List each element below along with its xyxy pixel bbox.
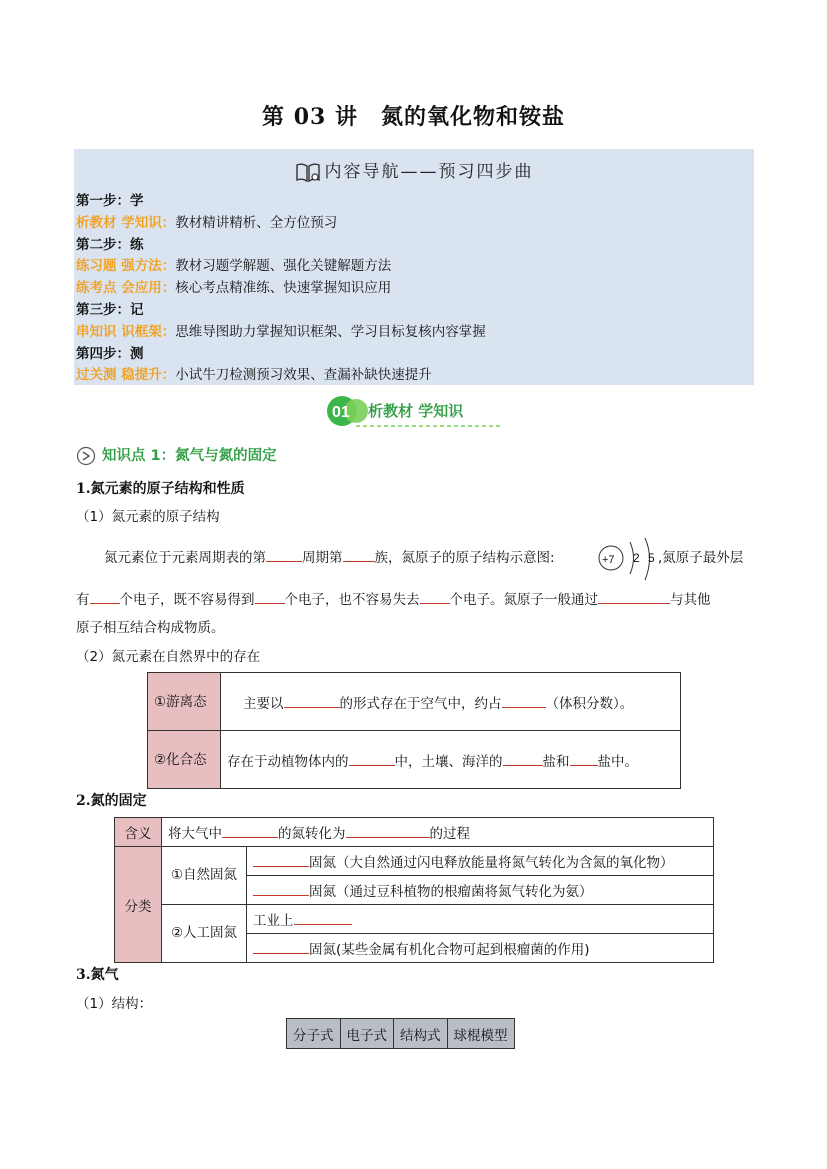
- step-1-line: 析教材 学知识：教材精讲精析、全方位预习: [76, 214, 338, 231]
- free-state-content: 主要以 的形式存在于空气中，约占 （体积分数）。: [221, 673, 681, 731]
- table-row: [148, 731, 681, 789]
- nav-header: 内容导航——预习四步曲: [74, 157, 754, 183]
- col-electron-formula: 电子式: [340, 1019, 394, 1049]
- table-row: [115, 818, 714, 847]
- meaning-content: 将大气中 的氮转化为 的过程: [162, 818, 714, 847]
- table-row: [115, 847, 714, 876]
- sub-1-1: （1）氮元素的原子结构: [76, 509, 220, 525]
- arrow-circle-icon: [76, 446, 96, 466]
- electron-shell-2: 5: [648, 551, 655, 565]
- combined-state-label: ②化合态: [148, 731, 221, 789]
- col-structural-formula: 结构式: [394, 1019, 448, 1049]
- step-4: 第四步：测: [76, 345, 144, 362]
- paragraph-2: 有 个电子，既不容易得到 个电子，也不容易失去 个电子。氮原子一般通过 与其他: [76, 592, 711, 608]
- table-row: [148, 673, 681, 731]
- page-title: 第 03 讲 氮的氧化物和铵盐: [262, 104, 565, 130]
- artificial-fixation-row-1: 工业上: [247, 905, 714, 934]
- step-3-line: 串知识 识框架：思维导图助力掌握知识框架、学习目标复核内容掌握: [76, 323, 486, 340]
- heading-3: 3.氮气: [76, 967, 119, 983]
- sub-3-1: （1）结构：: [76, 996, 153, 1012]
- col-ball-stick-model: 球棍模型: [447, 1019, 514, 1049]
- col-formula: 分子式: [287, 1019, 341, 1049]
- navigation-box: [74, 149, 754, 385]
- paragraph-3: 原子相互结合构成物质。: [76, 620, 225, 636]
- natural-fixation-row-1: 固氮（大自然通过闪电释放能量将氮气转化为含氮的氧化物）: [247, 847, 714, 876]
- step-2: 第二步：练: [76, 236, 144, 253]
- atom-structure-diagram: [597, 538, 661, 586]
- section-badge: [326, 395, 506, 433]
- step-2-line-2: 练考点 会应用：核心考点精准练、快速掌握知识应用: [76, 280, 392, 297]
- free-state-label: ①游离态: [148, 673, 221, 731]
- artificial-fixation-label: ②人工固氮: [162, 905, 247, 963]
- book-icon: [295, 161, 321, 183]
- step-1: 第一步：学: [76, 193, 144, 209]
- natural-fixation-row-2: 固氮（通过豆科植物的根瘤菌将氮气转化为氨）: [247, 876, 714, 905]
- table-row: [115, 905, 714, 934]
- step-3: 第三步：记: [76, 301, 144, 318]
- knowledge-point-1: 知识点 1：氮气与氮的固定: [76, 444, 277, 466]
- meaning-label: 含义: [115, 818, 162, 847]
- existence-table: [147, 672, 681, 789]
- artificial-fixation-row-2: 固氮(某些金属有机化合物可起到根瘤菌的作用): [247, 934, 714, 963]
- combined-state-content: 存在于动植物体内的 中，土壤、海洋的 盐和 盐中。: [221, 731, 681, 789]
- heading-2: 2.氮的固定: [76, 793, 147, 809]
- structure-table: [286, 1018, 515, 1049]
- electron-shell-1: 2: [633, 551, 640, 565]
- sub-1-2: （2）氮元素在自然界中的存在: [76, 649, 261, 665]
- nitrogen-fixation-table: [114, 817, 714, 963]
- paragraph-1-end: ,氮原子最外层: [658, 550, 744, 566]
- classification-label: 分类: [115, 847, 162, 963]
- table-row: [287, 1019, 515, 1049]
- step-2-line-1: 练习题 强方法：教材习题学解题、强化关键解题方法: [76, 258, 392, 275]
- natural-fixation-label: ①自然固氮: [162, 847, 247, 905]
- step-4-line: 过关测 稳提升：小试牛刀检测预习效果、查漏补缺快速提升: [76, 367, 432, 384]
- section-label: 析教材 学知识: [368, 402, 464, 420]
- heading-1: 1.氮元素的原子结构和性质: [76, 481, 245, 497]
- paragraph-1: 氮元素位于元素周期表的第 周期第 族，氮原子的原子结构示意图:: [104, 550, 555, 566]
- section-number: 01: [332, 404, 350, 421]
- nucleus-charge: +7: [602, 554, 615, 566]
